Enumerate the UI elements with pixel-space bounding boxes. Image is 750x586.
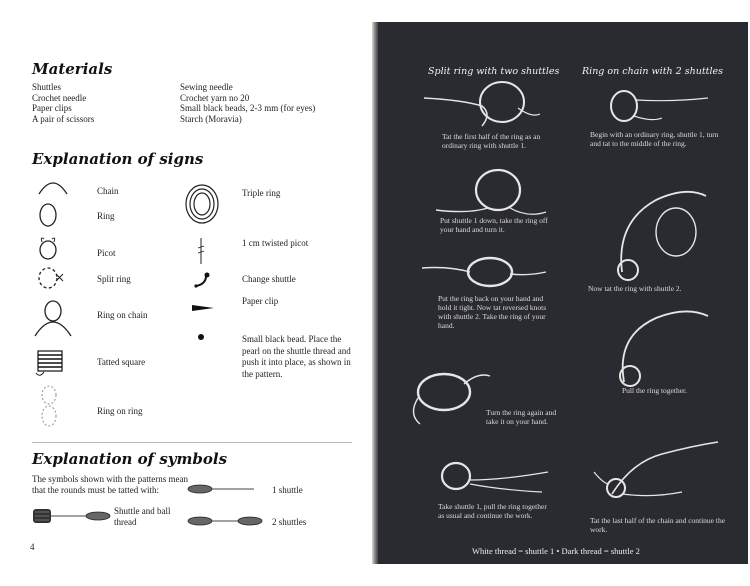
left-page <box>14 22 377 564</box>
materials-heading: Materials <box>32 60 113 78</box>
split-ring-step4-text: Turn the ring again and take it on your hand. <box>486 408 557 426</box>
ring-on-chain-step3-photo <box>604 300 714 390</box>
sign-ring-on-chain: Ring on chain <box>97 310 148 320</box>
change-shuttle-icon <box>192 270 214 290</box>
sign-twisted-picot: 1 cm twisted picot <box>242 238 309 248</box>
symbols-heading: Explanation of symbols <box>32 450 228 468</box>
thread-legend-footer: White thread = shuttle 1 • Dark thread = shuttle 2 <box>472 546 640 556</box>
tatted-square-icon <box>34 348 68 378</box>
ring-on-chain-step1-text: Begin with an ordinary ring, shuttle 1, turn and tat to the middle of the ring. <box>590 130 719 148</box>
one-shuttle-symbol-icon <box>186 482 256 496</box>
ring-icon <box>36 202 60 228</box>
symbol-shuttle-ball: Shuttle and ball thread <box>114 506 171 527</box>
symbol-one-shuttle: 1 shuttle <box>272 485 303 495</box>
sign-change-shuttle: Change shuttle <box>242 274 296 284</box>
material-item: Small black beads, 2-3 mm (for eyes) <box>180 103 316 113</box>
sign-chain: Chain <box>97 186 119 196</box>
ring-on-chain-step3-text: Pull the ring together. <box>622 386 687 395</box>
sign-ring-on-ring: Ring on ring <box>97 406 143 416</box>
divider <box>32 442 352 443</box>
ring-on-chain-step4-text: Tat the last half of the chain and continue the work. <box>590 516 726 534</box>
split-ring-step3-text: Put the ring back on your hand and hold it tight. Now tat reversed knots with shuttle 2. Take the ring of your hand. <box>438 294 547 330</box>
split-ring-step4-photo <box>402 358 492 428</box>
ball-thread-symbol-icon <box>32 506 114 526</box>
two-shuttles-symbol-icon <box>186 514 264 528</box>
sign-split-ring: Split ring <box>97 274 131 284</box>
paper-clip-icon <box>190 302 216 314</box>
ring-on-chain-icon <box>32 298 74 338</box>
material-item: Starch (Moravia) <box>180 113 242 124</box>
page-number: 4 <box>30 542 35 552</box>
symbols-intro: The symbols shown with the patterns mean that the rounds must be tatted with: <box>32 474 188 495</box>
twisted-picot-icon <box>194 236 208 266</box>
material-item: Shuttles <box>32 82 62 92</box>
ring-on-chain-step2-photo <box>606 182 716 286</box>
material-item: Paper clips <box>32 103 72 113</box>
sign-tatted-square: Tatted square <box>97 357 146 367</box>
split-ring-step5-text: Take shuttle 1, pull the ring together as usual and continue the work. <box>438 502 547 520</box>
chain-icon <box>36 176 70 196</box>
split-ring-step2-photo <box>428 162 548 222</box>
ring-on-chain-step4-photo <box>592 432 722 504</box>
sign-ring: Ring <box>97 211 115 221</box>
split-ring-step3-photo <box>418 246 548 296</box>
triple-ring-icon <box>182 182 222 226</box>
material-item: Sewing needle <box>180 82 233 92</box>
materials-list-2 <box>180 82 315 124</box>
sign-triple-ring: Triple ring <box>242 188 281 198</box>
ring-on-chain-step2-text: Now tat the ring with shuttle 2. <box>588 284 682 293</box>
picot-icon <box>34 233 62 261</box>
split-ring-step5-photo <box>422 454 552 498</box>
material-item: Crochet needle <box>32 92 87 103</box>
material-item: A pair of scissors <box>32 113 95 124</box>
ring-on-chain-title: Ring on chain with 2 shuttles <box>582 66 724 77</box>
sign-paper-clip: Paper clip <box>242 296 279 306</box>
split-ring-step1-text: Tat the first half of the ring as an ordinary ring with shuttle 1. <box>442 132 541 150</box>
sign-black-bead: Small black bead. Place the pearl on the shuttle thread and push it into place, as shown in the pattern. <box>242 334 351 379</box>
symbol-two-shuttles: 2 shuttles <box>272 517 307 527</box>
material-item: Crochet yarn no 20 <box>180 92 250 103</box>
split-ring-icon <box>34 265 66 291</box>
sign-picot: Picot <box>97 248 116 258</box>
black-bead-icon <box>196 332 206 342</box>
materials-list-1 <box>32 82 94 124</box>
ring-on-ring-icon <box>36 384 62 430</box>
signs-heading: Explanation of signs <box>32 150 204 168</box>
split-ring-step2-text: Put shuttle 1 down, take the ring off your hand and turn it. <box>440 216 548 234</box>
right-page <box>378 22 748 564</box>
ring-on-chain-step1-photo <box>592 78 712 128</box>
split-ring-title: Split ring with two shuttles <box>428 66 560 77</box>
split-ring-step1-photo <box>422 78 542 134</box>
